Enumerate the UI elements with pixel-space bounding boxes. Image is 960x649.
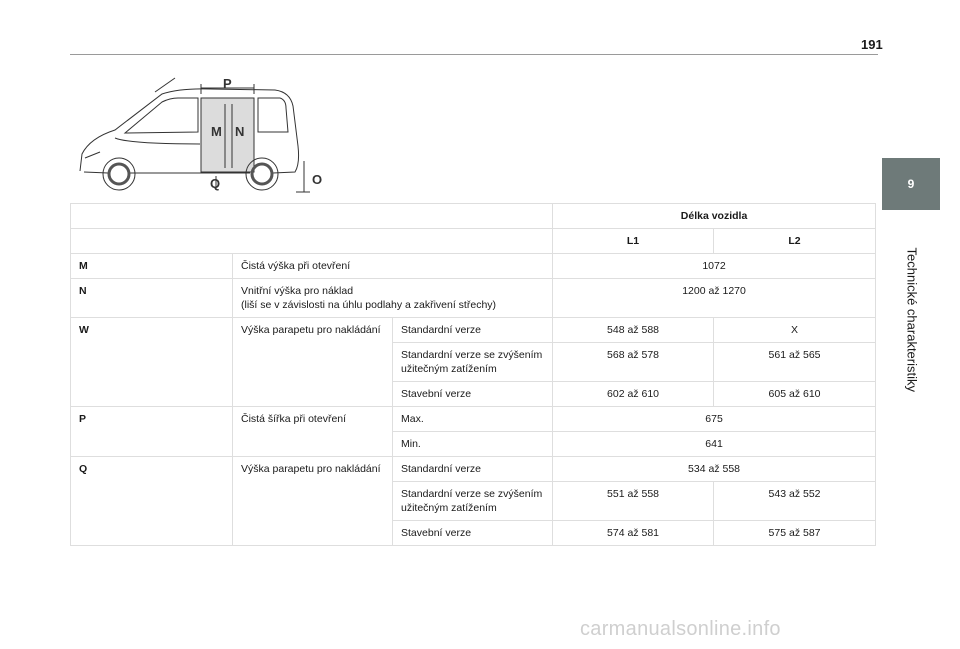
chapter-tab[interactable] [882,158,940,210]
row-label: Čistá výška při otevření [233,254,553,279]
row-label-cell [233,279,553,318]
value-l2: 605 až 610 [714,382,876,407]
value-l1: 568 až 578 [553,343,714,382]
chapter-title: Technické charakteristiky [904,247,920,392]
table-row-p [71,407,876,432]
sliding-door-opening [201,98,254,172]
row-key: N [71,279,233,318]
page-number: 191 [861,37,883,52]
row-key: M [71,254,233,279]
variant-label: Stavební verze [393,521,553,546]
row-key: Q [71,457,233,546]
dimension-label-p: P [223,76,232,91]
value-l1: 551 až 558 [553,482,714,521]
value-l2: X [714,318,876,343]
value-l1: 574 až 581 [553,521,714,546]
chapter-tab-number: 9 [907,177,915,191]
row-value: 1072 [553,254,876,279]
column-header-l2: L2 [714,229,876,254]
row-label: Výška parapetu pro nakládání [233,457,393,546]
column-header-l1: L1 [553,229,714,254]
rear-wheel-icon [246,158,278,190]
variant-label: Stavební verze [393,382,553,407]
row-key: W [71,318,233,407]
row-label: Čistá šířka při otevření [233,407,393,457]
dimension-label-m: M [211,124,222,139]
variant-label: Standardní verze [393,318,553,343]
variant-label: Standardní verze se zvýšením užitečným zatížením [393,343,553,382]
variant-label: Max. [393,407,553,432]
dimensions-table [70,203,876,546]
value-both: 675 [553,407,876,432]
dimension-label-q: Q [210,176,221,191]
dimension-label-o: O [312,172,323,187]
vehicle-dimensions-diagram [70,76,330,194]
value-both: 641 [553,432,876,457]
value-l1: 548 až 588 [553,318,714,343]
value-l2: 561 až 565 [714,343,876,382]
row-key: P [71,407,233,457]
value-l2: 543 až 552 [714,482,876,521]
dimension-label-n: N [235,124,245,139]
row-label: Výška parapetu pro nakládání [233,318,393,407]
table-row-n [71,279,876,318]
table-row-m [71,254,876,279]
value-l2: 575 až 587 [714,521,876,546]
row-label: Vnitřní výška pro náklad [241,285,354,297]
value-both: 534 až 558 [553,457,876,482]
variant-label: Standardní verze se zvýšením užitečným zatížením [393,482,553,521]
variant-label: Min. [393,432,553,457]
variant-label: Standardní verze [393,457,553,482]
row-value: 1200 až 1270 [553,279,876,318]
footer-watermark: carmanualsonline.info [580,618,781,640]
table-header-group-row [71,204,876,229]
table-row-q [71,457,876,482]
front-wheel-icon [103,158,135,190]
table-row-w [71,318,876,343]
header-divider [70,54,878,55]
vehicle-length-header: Délka vozidla [553,204,876,229]
table-header-columns-row [71,229,876,254]
row-note: (liší se v závislosti na úhlu podlahy a zakřivení střechy) [241,299,497,311]
value-l1: 602 až 610 [553,382,714,407]
